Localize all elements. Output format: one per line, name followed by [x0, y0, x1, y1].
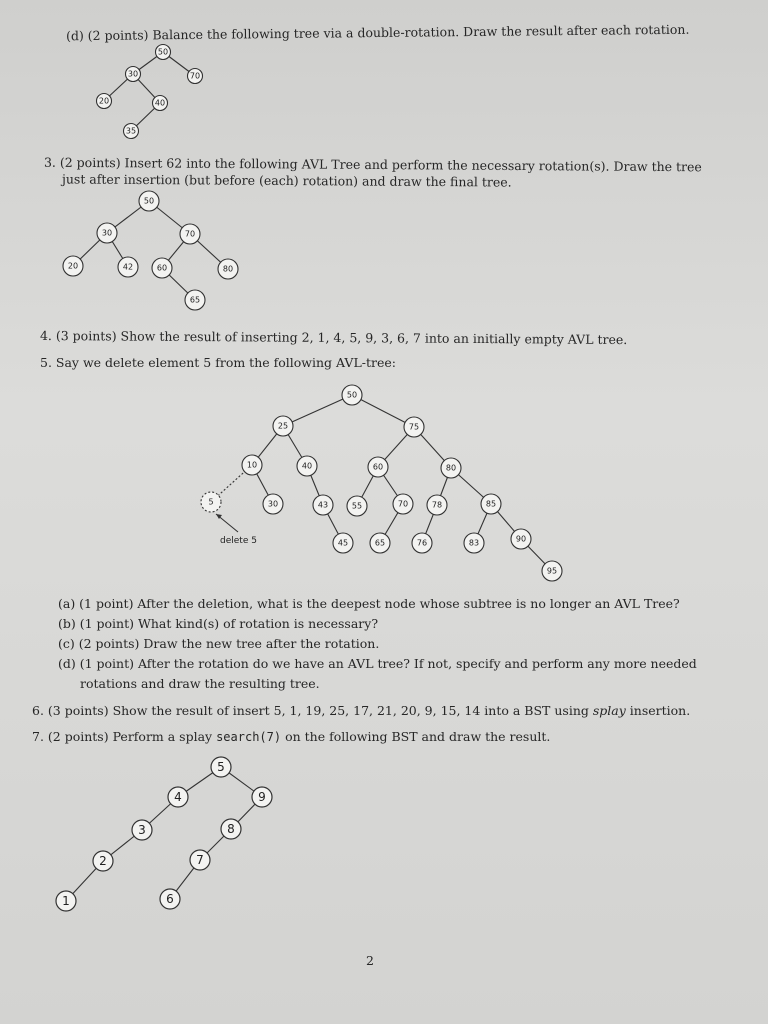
tree-node — [511, 529, 531, 549]
q5a-text: (a) (1 point) After the deletion, what is the deepest node whose subtree is no longer an AVL Tree? — [58, 596, 680, 611]
svg-text:40: 40 — [154, 98, 166, 108]
tree-node — [118, 257, 138, 277]
tree-node — [63, 256, 83, 276]
svg-text:65: 65 — [374, 538, 386, 548]
tree-node — [153, 96, 168, 111]
tree-node — [393, 494, 413, 514]
svg-text:45: 45 — [337, 538, 349, 548]
tree-node — [156, 45, 171, 60]
svg-text:7: 7 — [196, 853, 204, 867]
svg-text:25: 25 — [277, 421, 289, 431]
tree-node — [211, 757, 231, 777]
tree-node — [313, 495, 333, 515]
delete-label: delete 5 — [220, 536, 257, 546]
q5d-line1: (d) (1 point) After the rotation do we have an AVL tree? If not, specify and perform any more needed — [58, 656, 697, 671]
svg-text:90: 90 — [515, 534, 527, 544]
svg-text:83: 83 — [468, 538, 480, 548]
tree-node — [412, 533, 432, 553]
tree-node — [427, 495, 447, 515]
tree-node — [56, 891, 76, 911]
tree-node — [190, 850, 210, 870]
tree-node — [139, 191, 159, 211]
svg-text:60: 60 — [156, 263, 168, 273]
q7-prefix: 7. (2 points) Perform a splay — [32, 729, 217, 744]
tree-node — [342, 385, 362, 405]
q5d-line2: rotations and draw the resulting tree. — [80, 676, 320, 691]
tree-node — [481, 494, 501, 514]
svg-text:50: 50 — [143, 196, 155, 206]
svg-text:42: 42 — [122, 262, 134, 272]
svg-text:30: 30 — [267, 499, 279, 509]
svg-text:3: 3 — [138, 823, 146, 837]
svg-text:5: 5 — [208, 497, 214, 507]
tree-node — [152, 258, 172, 278]
tree-node-deleted — [201, 492, 221, 512]
q4-text: 4. (3 points) Show the result of inserting 2, 1, 4, 5, 9, 3, 6, 7 into an initially empty AVL tree. — [39, 327, 628, 348]
q6-prefix: 6. (3 points) Show the result of insert 5, 1, 19, 25, 17, 21, 20, 9, 15, 14 into a BST using — [32, 703, 593, 718]
svg-text:80: 80 — [222, 264, 234, 274]
svg-text:50: 50 — [346, 390, 358, 400]
tree-node — [97, 223, 117, 243]
tree-node — [126, 67, 141, 82]
tree-node — [185, 290, 205, 310]
tree-node — [242, 455, 262, 475]
tree-node — [441, 458, 461, 478]
q5c-text: (c) (2 points) Draw the new tree after the rotation. — [58, 636, 380, 651]
tree-node — [333, 533, 353, 553]
tree-node — [132, 820, 152, 840]
tree-node — [124, 124, 139, 139]
tree-node — [297, 456, 317, 476]
svg-text:85: 85 — [485, 499, 497, 509]
tree-q3 — [63, 191, 238, 310]
tree-node — [180, 224, 200, 244]
svg-text:76: 76 — [416, 538, 428, 548]
tree-node — [273, 416, 293, 436]
svg-text:20: 20 — [98, 96, 110, 106]
tree-node — [404, 417, 424, 437]
tree-node — [370, 533, 390, 553]
svg-text:78: 78 — [431, 500, 443, 510]
svg-text:70: 70 — [397, 499, 409, 509]
tree-node — [168, 787, 188, 807]
svg-text:2: 2 — [99, 854, 107, 868]
tree-node — [218, 259, 238, 279]
tree-node — [347, 496, 367, 516]
svg-text:4: 4 — [174, 790, 182, 804]
tree-node — [368, 457, 388, 477]
tree-q5 — [201, 385, 562, 581]
tree-node — [263, 494, 283, 514]
svg-text:10: 10 — [246, 460, 258, 470]
q7-suffix: on the following BST and draw the result. — [281, 729, 551, 744]
tree-q2d — [97, 45, 203, 139]
svg-text:70: 70 — [189, 71, 201, 81]
svg-text:80: 80 — [445, 463, 457, 473]
tree-node — [188, 69, 203, 84]
svg-text:6: 6 — [166, 892, 174, 906]
svg-text:1: 1 — [62, 894, 70, 908]
svg-text:35: 35 — [125, 126, 137, 136]
svg-text:40: 40 — [301, 461, 313, 471]
svg-text:5: 5 — [217, 760, 225, 774]
svg-text:65: 65 — [189, 295, 201, 305]
tree-node — [252, 787, 272, 807]
svg-text:9: 9 — [258, 790, 266, 804]
q5-text: 5. Say we delete element 5 from the following AVL-tree: — [40, 355, 396, 370]
svg-text:30: 30 — [101, 228, 113, 238]
tree-node — [93, 851, 113, 871]
q5b-text: (b) (1 point) What kind(s) of rotation is necessary? — [58, 616, 379, 631]
q3-line1: 3. (2 points) Insert 62 into the following AVL Tree and perform the necessary rotation(s). Draw the tree — [43, 154, 702, 175]
svg-text:70: 70 — [184, 229, 196, 239]
q2d-text: (d) (2 points) Balance the following tree via a double-rotation. Draw the result after each rotation. — [65, 21, 690, 44]
q6-suffix: insertion. — [625, 703, 691, 718]
tree-node — [464, 533, 484, 553]
svg-text:50: 50 — [157, 47, 169, 57]
edge — [283, 395, 352, 426]
svg-text:95: 95 — [546, 566, 558, 576]
svg-text:20: 20 — [67, 261, 79, 271]
tree-node — [97, 94, 112, 109]
tree-q7 — [56, 757, 272, 911]
tree-node — [221, 819, 241, 839]
tree-node — [542, 561, 562, 581]
q6-splay-word: splay — [592, 703, 626, 718]
svg-text:55: 55 — [351, 501, 363, 511]
q3-line2: just after insertion (but before (each) rotation) and draw the final tree. — [61, 171, 512, 190]
svg-text:75: 75 — [408, 422, 420, 432]
q7-code: search(7) — [216, 730, 282, 744]
page-number: 2 — [366, 953, 374, 968]
svg-text:43: 43 — [317, 500, 329, 510]
svg-text:8: 8 — [227, 822, 235, 836]
tree-node — [160, 889, 180, 909]
svg-text:30: 30 — [127, 69, 139, 79]
svg-text:60: 60 — [372, 462, 384, 472]
